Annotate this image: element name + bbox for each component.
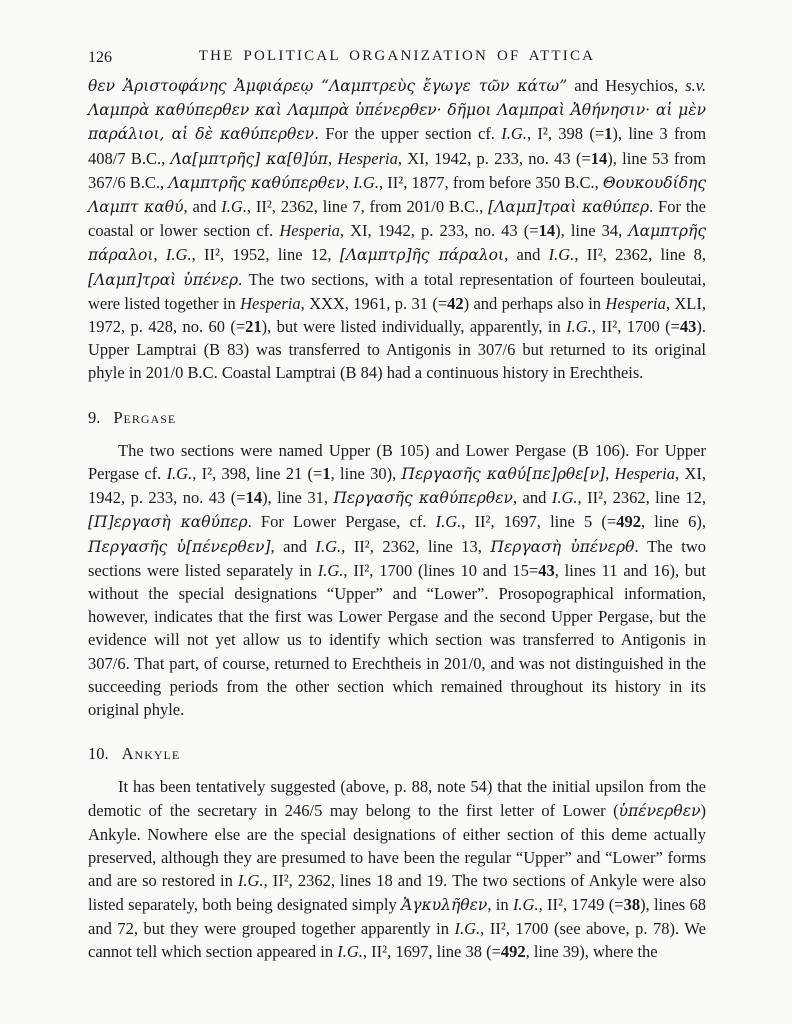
text-run: , II², 1700 (= [591,317,680,337]
text-run: I.G. [454,918,481,938]
text-run: I.G. [512,894,539,914]
text-run: 21 [245,317,262,337]
text-run: 1 [604,124,613,144]
text-run: Λα[μπτρῆς] κα[θ]ύπ [170,149,328,168]
text-run: . The two sections were listed separately in [88,536,707,580]
section-number: 9. [88,407,101,427]
section-number: 10. [88,744,109,764]
text-run: and Hesychios, [567,76,686,95]
text-run: 42 [447,293,464,313]
text-run: The two sections were named Upper (B 105) and Lower Pergase (B 106). For Upper Pergase cf. [88,440,706,484]
text-run: ) Ankyle. Nowhere else are the special designations of either section of this deme actually preserved, although they are presumed to have been the regular “Upper” and “Lower” forms and are so restored in [88,800,706,891]
text-run: For the upper section cf. [319,124,502,144]
text-run: 14 [538,221,556,241]
text-run: [Π]εργασὴ καθύπερ [88,513,248,532]
text-run: , and [270,536,316,556]
text-run: , [153,245,166,265]
text-run: . For Lower Pergase, cf. [247,512,436,532]
text-run: ). Upper Lamptrai (B 83) was transferred to Antigonis in 307/6 but returned to its original phyle in 201/0 B.C. Coastal Lamptrai (B 84) had a continuous history in Erechtheis. [88,317,706,383]
text-run: I.G. [315,536,342,556]
text-run: 1 [322,464,331,484]
paragraph [88,74,706,385]
text-run: , II², 2362, line 12, [577,488,706,508]
section-heading [88,406,706,429]
text-run: , XI, 1942, p. 233, no. 43 (= [339,221,539,241]
text-run: . The two sections, with a total representation of fourteen bouleutai, were listed together in [88,269,706,313]
text-run: , II², 2362, lines 18 and 19. The two sections of Ankyle were also listed separately, both being designated simply [88,871,706,914]
text-run: Περγασὴ ὑπένερθ [490,537,635,556]
text-run: , line 6), [640,512,706,532]
text-run: 492 [616,512,641,532]
text-run: , I², 398 (= [526,124,605,144]
text-run: , and [183,197,222,217]
page-number: 126 [88,49,112,66]
paragraph [88,775,706,963]
text-run: ), line 3 from 408/7 B.C., [88,124,707,168]
text-run: , II², 1697, line 5 (= [461,512,617,532]
text-run: I.G. [237,871,264,891]
text-run: , II², 1697, line 38 (= [362,941,501,961]
text-run: ) and perhaps also in [463,293,606,313]
text-run: ), line 53 from 367/6 B.C., [88,148,707,192]
text-run: I.G. [221,197,247,217]
text-run: , II², 1700 (lines 10 and 15= [343,560,539,580]
text-run: I.G. [501,124,527,144]
text-run: ), line 31, [262,488,334,508]
section-title: Ankyle [121,744,181,764]
text-run: ), lines 68 and 72, but they were grouped together apparently in [88,894,706,938]
text-run: s.v. [685,76,706,95]
paragraph [88,439,706,721]
text-run: Hesperia [337,148,398,168]
text-run: 492 [500,941,526,961]
text-run: , I², 398, line 21 (= [192,464,323,484]
text-run: , II², 2362, line 8, [574,245,706,265]
section-heading [88,742,706,765]
text-body [88,74,706,963]
text-run: , XLI, 1972, p. 428, no. 60 (= [88,293,706,337]
text-run: , lines 11 and 16), but without the special designations “Upper” and “Lower”. Prosopographical information, however, indicates that the first was Lower Pergase and the second Upper Pergase, but the evidence will not yet allow us to identify which section was transferred to Antigonis in 307/6. That part, of course, returned to Erechtheis in 201/0, and was not distinguished in the succeeding periods from the other section which remained throughout its history in its original phyle. [88,560,707,720]
text-run: [Λαμπ]τραὶ καθύπερ [488,198,650,217]
text-run: , and [512,488,552,508]
text-run: 14 [590,148,608,168]
text-run: θεν Ἀριστοφάνης Ἀμφιάρεῳ “Λαμπτρεὺς ἔγωγε τῶν κάτω” [88,77,568,95]
text-run: I.G. [548,245,575,265]
page-header [88,48,706,70]
text-run: I.G. [353,172,379,192]
text-run: I.G. [317,560,344,580]
text-run: Hesperia [605,293,666,313]
text-run: , II², 1749 (= [538,894,624,914]
text-run: ), but were listed individually, apparently, in [261,317,567,337]
text-run: , in [487,894,513,914]
text-run: Hesperia [279,221,340,241]
text-run: I.G. [435,512,462,532]
text-run: Λαμπτρῆς καθύπερθεν [168,173,345,192]
text-run: Hesperia [240,293,301,313]
text-run: , II², 1877, from before 350 B.C., [378,172,603,192]
section-title: Pergase [113,407,177,427]
text-run: Περγασῆς καθύ[πε]ρθε[ν] [401,465,606,484]
text-run: , [605,464,615,484]
text-run: , XXX, 1961, p. 31 (= [300,293,448,313]
text-run: , [327,148,338,168]
text-run: , and [504,245,549,265]
text-run: I.G. [337,941,363,961]
text-run: , XI, 1942, p. 233, no. 43 (= [88,464,706,508]
text-run: , [344,172,354,192]
text-run: I.G. [551,488,578,508]
text-run: 43 [679,317,697,337]
text-run: , line 39), where the [525,941,658,961]
text-run: , II², 1700 (see above, p. 78). We cannot tell which section appeared in [88,918,706,961]
text-run: Ἀγκυλῆθεν [401,895,488,914]
running-title: THE POLITICAL ORGANIZATION OF ATTICA [198,48,596,64]
text-run: Περγασῆς καθύπερθεν [333,489,513,508]
text-run: . For the coastal or lower section cf. [88,197,706,241]
text-run: Περγασῆς ὑ[πένερθεν] [88,537,271,556]
text-run: Λαμπτρῆς πάραλοι [88,222,706,265]
text-run: [Λαμπ]τραὶ ὑπένερ [88,270,239,289]
text-run: , II², 2362, line 13, [341,536,491,556]
text-run: , II², 1952, line 12, [191,245,340,265]
text-run: 14 [245,488,263,508]
text-run: , line 30), [330,464,402,484]
text-run: ὑπένερθεν [618,801,701,820]
text-run: [Λαμπτρ]ῆς πάραλοι [339,246,505,265]
text-run: , II², 2362, line 7, from 201/0 B.C., [246,197,489,217]
text-run: Λαμπρὰ καθύπερθεν καὶ Λαμπρὰ ὑπένερθεν· δῆμοι Λαμπραὶ Ἀθήνησιν· αἱ μὲν παράλιοι, αἱ δὲ καθύπερθεν. [88,101,706,144]
text-run: I.G. [165,245,192,265]
text-run: , XI, 1942, p. 233, no. 43 (= [397,148,591,168]
text-run: Hesperia [614,464,676,484]
text-run: 43 [538,560,555,580]
text-run: It has been tentatively suggested (above, p. 88, note 54) that the initial upsilon from the demotic of the secretary in 246/5 may belong to the first letter of Lower ( [88,777,706,820]
text-run: I.G. [566,317,592,337]
text-run: ), line 34, [555,221,629,241]
text-run: Θουκουδίδης Λαμπτ καθύ [88,173,706,217]
text-run: 38 [623,894,641,914]
text-run: I.G. [166,464,193,484]
